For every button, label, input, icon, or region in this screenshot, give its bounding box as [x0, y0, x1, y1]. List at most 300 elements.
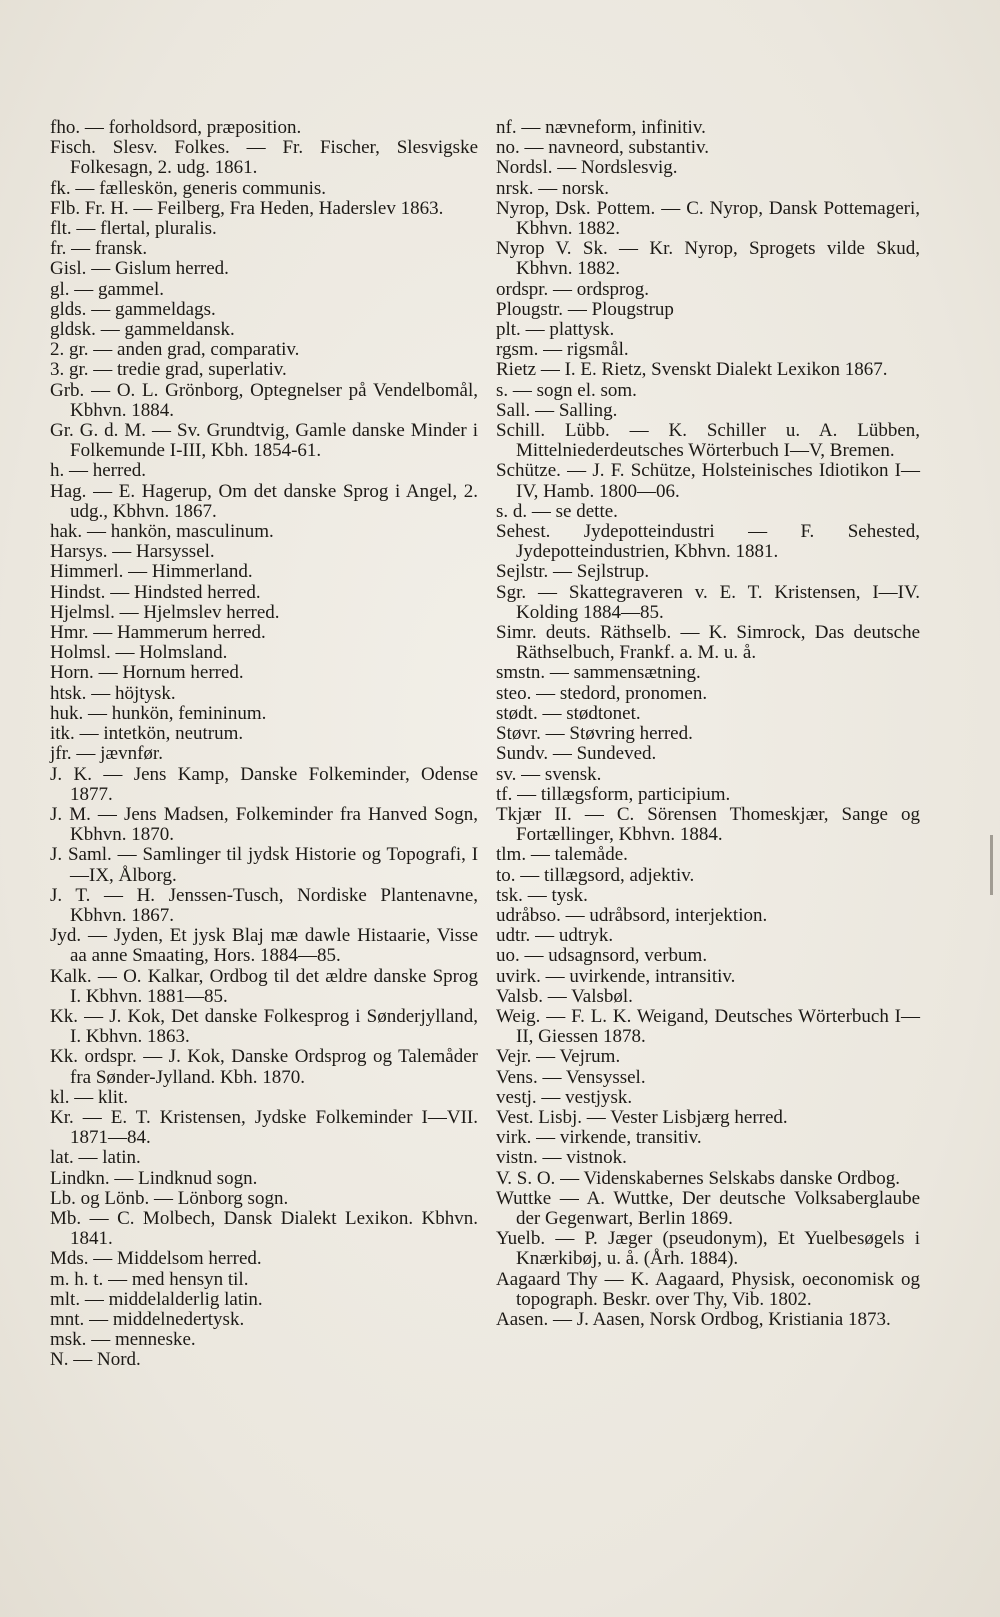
abbreviation-entry [50, 199, 478, 219]
abbreviation-term: uvirk. [496, 965, 541, 987]
abbreviation-meaning: Sv. Grundtvig, Gamle danske Minder i Folkemunde I-III, Kbh. 1854-61. [70, 420, 478, 462]
abbreviation-entry [496, 967, 920, 987]
abbreviation-term: V. S. O. [496, 1167, 556, 1189]
abbreviation-term: htsk. [50, 682, 87, 704]
dash-separator: — [748, 521, 768, 543]
dash-separator: — [97, 803, 117, 825]
abbreviation-meaning: hankön, masculinum. [110, 521, 274, 543]
abbreviation-entry [496, 1169, 920, 1189]
abbreviation-term: nf. [496, 117, 517, 138]
abbreviation-meaning: Jens Kamp, Danske Folkeminder, Odense 1877. [70, 763, 479, 805]
abbreviation-term: s. d. [496, 500, 528, 522]
abbreviation-entry [50, 360, 478, 380]
abbreviation-meaning: Vensyssel. [565, 1066, 646, 1088]
abbreviation-meaning: uvirkende, intransitiv. [569, 965, 736, 987]
abbreviation-meaning: stødtonet. [566, 702, 641, 724]
abbreviation-meaning: udsagnsord, verbum. [548, 945, 708, 967]
abbreviation-term: Simr. deuts. Räthselb. [496, 622, 672, 644]
abbreviation-meaning: svensk. [544, 763, 602, 785]
abbreviation-term: Schill. Lübb. [496, 420, 610, 442]
dash-separator: — [117, 844, 137, 866]
abbreviation-meaning: udråbsord, interjektion. [589, 904, 768, 926]
dash-separator: — [84, 1288, 104, 1310]
dash-separator: — [93, 480, 113, 502]
left-column [50, 118, 478, 1371]
abbreviation-entry [50, 1350, 478, 1370]
abbreviation-term: Sundv. [496, 743, 549, 765]
dash-separator: — [103, 763, 123, 785]
abbreviation-entry [50, 684, 478, 704]
abbreviation-entry [496, 158, 920, 178]
abbreviation-entry [496, 199, 920, 239]
abbreviation-term: vistn. [496, 1147, 538, 1169]
abbreviation-term: mnt. [50, 1308, 85, 1330]
abbreviation-meaning: Vejrum. [559, 1046, 621, 1068]
abbreviation-term: kl. [50, 1086, 70, 1108]
abbreviation-entry [50, 179, 478, 199]
dash-separator: — [540, 359, 560, 381]
dash-separator: — [74, 278, 94, 300]
abbreviation-entry [50, 280, 478, 300]
abbreviation-term: Kalk. [50, 965, 92, 987]
abbreviation-meaning: P. Jæger (pseudonym), Et Yuelbesøgels i Knærkibøj, u. å. (Årh. 1884). [516, 1228, 920, 1270]
abbreviation-term: Nyrop V. Sk. [496, 238, 608, 260]
abbreviation-entry [50, 724, 478, 744]
abbreviation-entry [50, 219, 478, 239]
dash-separator: — [128, 561, 148, 583]
dash-separator: — [89, 1308, 109, 1330]
abbreviation-entry [496, 1088, 920, 1108]
abbreviation-meaning: C. Molbech, Dansk Dialekt Lexikon. Kbhvn. 1841. [70, 1207, 479, 1250]
abbreviation-entry [50, 1330, 478, 1350]
dash-separator: — [604, 1268, 624, 1290]
abbreviation-term: mlt. [50, 1288, 81, 1310]
abbreviation-entry [496, 805, 920, 845]
abbreviation-term: Lindkn. [50, 1167, 110, 1189]
dash-separator: — [549, 662, 569, 684]
abbreviation-term: J. M. [50, 803, 91, 825]
abbreviation-term: fr. [50, 238, 67, 260]
abbreviation-term: 2. gr. [50, 339, 89, 361]
abbreviation-meaning: tillægsord, adjektiv. [544, 864, 695, 886]
abbreviation-entry [496, 684, 920, 704]
abbreviation-term: J. Saml. [50, 844, 112, 866]
dash-separator: — [541, 1086, 561, 1108]
abbreviation-term: tsk. [496, 884, 523, 906]
abbreviation-entry [50, 1249, 478, 1269]
abbreviation-meaning: Nord. [96, 1349, 141, 1371]
abbreviation-meaning: Hjelmslev herred. [143, 601, 280, 623]
dash-separator: — [567, 460, 587, 482]
abbreviation-entry [50, 805, 478, 845]
dash-separator: — [78, 1147, 98, 1169]
dash-separator: — [91, 379, 111, 401]
abbreviation-meaning: menneske. [114, 1329, 196, 1351]
abbreviation-term: Sehest. Jydepotteindustri [496, 521, 715, 543]
abbreviation-term: 3. gr. [50, 359, 89, 381]
abbreviation-term: Plougstr. [496, 298, 564, 320]
abbreviation-meaning: J. Kok, Det danske Folkesprog i Sønderjylland, I. Kbhvn. 1863. [70, 1005, 479, 1048]
abbreviation-term: Mb. [50, 1207, 82, 1229]
abbreviation-entry [50, 663, 478, 683]
abbreviation-term: udråbso. [496, 904, 561, 926]
dash-separator: — [97, 965, 117, 987]
dash-separator: — [93, 339, 113, 361]
dash-separator: — [93, 622, 113, 644]
abbreviation-term: stødt. [496, 702, 538, 724]
abbreviation-term: J. K. [50, 763, 92, 785]
abbreviation-meaning: tredie grad, superlativ. [117, 359, 287, 381]
abbreviation-meaning: latin. [102, 1147, 141, 1169]
abbreviation-entry [50, 421, 478, 461]
abbreviation-meaning: I. E. Rietz, Svenskt Dialekt Lexikon 1867. [564, 359, 888, 381]
abbreviation-term: Nyrop, Dsk. Pottem. [496, 197, 656, 219]
abbreviation-meaning: Skattegraveren v. E. T. Kristensen, I—IV. Kolding 1884—85. [516, 581, 921, 623]
abbreviation-term: Mds. [50, 1248, 89, 1270]
dash-separator: — [88, 702, 107, 724]
abbreviation-term: Tkjær II. [496, 803, 572, 825]
abbreviation-entry [50, 1047, 478, 1087]
abbreviation-term: ordspr. [496, 278, 549, 300]
abbreviation-term: Vens. [496, 1066, 538, 1088]
abbreviation-entry [50, 300, 478, 320]
abbreviation-term: gldsk. [50, 319, 96, 341]
dash-separator: — [103, 884, 123, 906]
margin-mark [990, 835, 993, 895]
dash-separator: — [143, 1046, 163, 1068]
abbreviation-meaning: gammel. [98, 278, 164, 300]
abbreviation-entry [50, 340, 478, 360]
dash-separator: — [76, 743, 96, 765]
dash-separator: — [555, 1228, 575, 1250]
abbreviation-meaning: Feilberg, Fra Heden, Haderslev 1863. [157, 197, 444, 219]
abbreviation-meaning: sammensætning. [573, 662, 701, 684]
dash-separator: — [100, 319, 120, 341]
abbreviation-entry [496, 987, 920, 1007]
abbreviation-term: jfr. [50, 743, 72, 765]
abbreviation-meaning: K. Simrock, Das deutsche Räthselbuch, Frankf. a. M. u. å. [516, 622, 921, 664]
abbreviation-entry [50, 320, 478, 340]
abbreviation-term: flt. [50, 218, 72, 240]
abbreviation-meaning: J. Aasen, Norsk Ordbog, Kristiania 1873. [576, 1308, 891, 1330]
dash-separator: — [114, 1167, 134, 1189]
abbreviation-term: Hjelmsl. [50, 601, 115, 623]
abbreviation-entry [50, 138, 478, 178]
abbreviation-entry [496, 421, 920, 461]
abbreviation-meaning: intetkön, neutrum. [103, 723, 244, 745]
dash-separator: — [91, 682, 111, 704]
dash-separator: — [152, 420, 172, 442]
abbreviation-entry [50, 1310, 478, 1330]
abbreviation-meaning: Sundeved. [576, 743, 657, 765]
abbreviation-meaning: vistnok. [566, 1147, 627, 1169]
dash-separator: — [552, 743, 572, 765]
abbreviation-term: tlm. [496, 844, 527, 866]
abbreviation-entry [496, 239, 920, 279]
abbreviation-entry [496, 946, 920, 966]
abbreviation-meaning: middelnedertysk. [112, 1308, 245, 1330]
abbreviation-meaning: Salling. [558, 399, 618, 421]
abbreviation-entry [50, 926, 478, 966]
abbreviation-meaning: A. Wuttke, Der deutsche Volksaberglaube der Gegenwart, Berlin 1869. [516, 1187, 921, 1229]
dash-separator: — [115, 642, 135, 664]
abbreviation-entry [50, 1209, 478, 1249]
abbreviation-meaning: Lindknud sogn. [138, 1167, 258, 1189]
dash-separator: — [557, 157, 577, 179]
abbreviation-term: nrsk. [496, 177, 534, 199]
abbreviation-meaning: Nordslesvig. [580, 157, 678, 179]
dash-separator: — [520, 864, 540, 886]
abbreviation-entry [496, 340, 920, 360]
abbreviation-entry [50, 1290, 478, 1310]
abbreviation-entry [496, 744, 920, 764]
abbreviation-meaning: tysk. [551, 884, 588, 906]
abbreviation-meaning: Samlinger til jydsk Historie og Topografi, I—IX, Ålborg. [70, 844, 479, 886]
abbreviation-meaning: jævnfør. [100, 743, 163, 765]
dash-separator: — [112, 541, 132, 563]
abbreviation-meaning: talemåde. [554, 844, 628, 866]
abbreviation-term: Kk. [50, 1005, 78, 1027]
dash-separator: — [545, 723, 565, 745]
abbreviation-meaning: virkende, transitiv. [559, 1127, 702, 1149]
dash-separator: — [524, 137, 544, 159]
dash-separator: — [619, 238, 639, 260]
dash-separator: — [98, 662, 118, 684]
abbreviation-meaning: J. F. Schütze, Holsteinisches Idiotikon I—IV, Hamb. 1800—06. [516, 460, 921, 502]
dash-separator: — [535, 925, 555, 947]
dash-separator: — [542, 1066, 562, 1088]
dash-separator: — [553, 278, 572, 300]
abbreviation-meaning: udtryk. [558, 925, 614, 947]
abbreviation-meaning: gammeldags. [114, 298, 216, 320]
abbreviation-meaning: navneord, substantiv. [548, 137, 710, 159]
abbreviation-meaning: fransk. [94, 238, 148, 260]
abbreviation-entry [496, 724, 920, 744]
dash-separator: — [584, 803, 604, 825]
dash-separator: — [74, 1086, 94, 1108]
dash-separator: — [525, 319, 545, 341]
abbreviation-entry [496, 785, 920, 805]
dash-separator: — [538, 581, 558, 603]
abbreviation-entry [496, 320, 920, 340]
abbreviation-meaning: stedord, pronomen. [559, 682, 708, 704]
dash-separator: — [535, 399, 555, 421]
abbreviation-entry [50, 704, 478, 724]
abbreviation-term: Jyd. [50, 925, 82, 947]
abbreviation-entry [496, 926, 920, 946]
abbreviation-term: Harsys. [50, 541, 108, 563]
abbreviation-term: Sall. [496, 399, 531, 421]
abbreviation-entry [50, 1007, 478, 1047]
abbreviation-term: h. [50, 460, 65, 482]
dash-separator: — [91, 258, 111, 280]
abbreviation-meaning: Sejlstrup. [576, 561, 650, 583]
abbreviation-term: no. [496, 137, 520, 159]
dash-separator: — [75, 177, 95, 199]
abbreviation-meaning: Valsbøl. [571, 985, 633, 1007]
abbreviation-term: fk. [50, 177, 71, 199]
dash-separator: — [536, 1046, 556, 1068]
dash-separator: — [73, 1349, 93, 1371]
abbreviation-term: udtr. [496, 925, 531, 947]
abbreviation-term: Nordsl. [496, 157, 553, 179]
dash-separator: — [69, 460, 88, 482]
dash-separator: — [521, 117, 541, 138]
dash-separator: — [82, 1106, 102, 1128]
dash-separator: — [246, 137, 266, 159]
abbreviation-term: Grb. [50, 379, 85, 401]
abbreviation-term: hak. [50, 521, 83, 543]
dash-separator: — [527, 884, 547, 906]
abbreviation-entry [50, 482, 478, 522]
dash-separator: — [586, 1106, 606, 1128]
abbreviation-term: rgsm. [496, 339, 539, 361]
abbreviation-meaning: Harsyssel. [136, 541, 215, 563]
abbreviation-entry [50, 845, 478, 885]
abbreviation-entry [496, 704, 920, 724]
abbreviation-entry [496, 765, 920, 785]
dash-separator: — [84, 1005, 104, 1027]
abbreviation-term: Holmsl. [50, 642, 111, 664]
abbreviation-entry [50, 522, 478, 542]
dash-separator: — [86, 521, 106, 543]
abbreviation-entry [50, 623, 478, 643]
abbreviation-entry [50, 542, 478, 562]
abbreviation-entry [496, 886, 920, 906]
dash-separator: — [110, 581, 130, 603]
abbreviation-entry [496, 138, 920, 158]
dash-separator: — [530, 844, 550, 866]
abbreviation-term: m. h. t. [50, 1268, 104, 1290]
abbreviation-entry [50, 765, 478, 805]
abbreviation-entry [496, 401, 920, 421]
abbreviation-entry [496, 583, 920, 623]
abbreviation-meaning: ordsprog. [576, 278, 650, 300]
abbreviation-entry [496, 1310, 920, 1330]
abbreviation-meaning: Holmsland. [139, 642, 228, 664]
abbreviation-entry [496, 1148, 920, 1168]
abbreviation-meaning: höjtysk. [114, 682, 176, 704]
right-column [496, 118, 920, 1330]
dash-separator: — [629, 420, 649, 442]
abbreviation-term: Aasen. [496, 1308, 549, 1330]
dash-separator: — [552, 1308, 572, 1330]
abbreviation-meaning: fælleskön, generis communis. [99, 177, 326, 199]
abbreviation-entry [50, 562, 478, 582]
abbreviation-entry [50, 1148, 478, 1168]
dash-separator: — [536, 682, 556, 704]
abbreviation-entry [496, 1007, 920, 1047]
abbreviation-entry [496, 866, 920, 886]
abbreviation-term: fho. [50, 117, 81, 138]
abbreviation-term: Gr. G. d. M. [50, 420, 147, 442]
abbreviation-entry [50, 643, 478, 663]
abbreviation-meaning: sogn el. som. [536, 379, 637, 401]
abbreviation-meaning: Gislum herred. [114, 258, 229, 280]
dash-separator: — [521, 763, 541, 785]
abbreviation-term: Himmerl. [50, 561, 124, 583]
abbreviation-meaning: hunkön, femininum. [111, 702, 267, 724]
abbreviation-meaning: vestjysk. [565, 1086, 633, 1108]
dash-separator: — [661, 197, 681, 219]
abbreviation-entry [50, 1189, 478, 1209]
dash-separator: — [560, 1167, 580, 1189]
abbreviation-term: Gisl. [50, 258, 87, 280]
abbreviation-entry [496, 1108, 920, 1128]
dash-separator: — [84, 117, 104, 138]
abbreviation-entry [50, 239, 478, 259]
abbreviation-entry [496, 1047, 920, 1067]
abbreviation-term: virk. [496, 1127, 532, 1149]
abbreviation-meaning: forholdsord, præposition. [108, 117, 302, 138]
abbreviation-term: Kk. ordspr. [50, 1046, 137, 1068]
dash-separator: — [524, 945, 544, 967]
abbreviation-term: J. T. [50, 884, 91, 906]
abbreviation-entry [496, 300, 920, 320]
abbreviation-term: Wuttke [496, 1187, 552, 1209]
abbreviation-entry [496, 280, 920, 300]
dash-separator: — [536, 1127, 556, 1149]
abbreviation-term: Støvr. [496, 723, 541, 745]
dash-separator: — [545, 965, 565, 987]
abbreviation-meaning: Videnskabernes Selskabs danske Ordbog. [583, 1167, 900, 1189]
abbreviation-meaning: Jyden, Et jysk Blaj mæ dawle Histaarie, Visse aa anne Smaating, Hors. 1884—85. [70, 925, 479, 967]
abbreviation-term: uo. [496, 945, 520, 967]
abbreviation-meaning: klit. [98, 1086, 129, 1108]
abbreviation-entry [496, 1128, 920, 1148]
abbreviation-term: Yuelb. [496, 1228, 546, 1250]
dash-separator: — [93, 359, 113, 381]
dash-separator: — [89, 1207, 109, 1229]
abbreviation-entry [496, 562, 920, 582]
abbreviation-entry [50, 1169, 478, 1189]
abbreviation-term: Vest. Lisbj. [496, 1106, 583, 1128]
abbreviation-meaning: K. Aagaard, Physisk, oeconomisk og topograph. Beskr. over Thy, Vib. 1802. [516, 1268, 921, 1310]
abbreviation-meaning: middelalderlig latin. [108, 1288, 263, 1310]
abbreviation-term: Kr. [50, 1106, 74, 1128]
abbreviation-term: Lb. og Lönb. [50, 1187, 150, 1209]
dash-separator: — [517, 783, 537, 805]
dash-separator: — [108, 1268, 128, 1290]
abbreviation-entry [496, 179, 920, 199]
abbreviation-term: smstn. [496, 662, 546, 684]
abbreviation-meaning: herred. [92, 460, 147, 482]
abbreviation-term: Fisch. Slesv. Folkes. [50, 137, 230, 159]
dash-separator: — [71, 238, 91, 260]
dash-separator: — [680, 622, 700, 644]
abbreviation-meaning: K. Schiller u. A. Lübben, Mittelniederdeutsches Wörterbuch I—V, Bremen. [516, 420, 920, 462]
abbreviation-entry [496, 845, 920, 865]
abbreviation-term: Schütze. [496, 460, 561, 482]
abbreviation-meaning: Plougstrup [591, 298, 674, 320]
dash-separator: — [547, 985, 567, 1007]
abbreviation-meaning: E. T. Kristensen, Jydske Folkeminder I—VII. 1871—84. [70, 1106, 478, 1149]
abbreviation-term: Hindst. [50, 581, 106, 603]
abbreviation-meaning: E. Hagerup, Om det danske Sprog i Angel, 2. udg., Kbhvn. 1867. [70, 480, 478, 522]
abbreviation-meaning: Kr. Nyrop, Sprogets vilde Skud, Kbhvn. 1882. [516, 238, 921, 280]
abbreviation-entry [50, 886, 478, 926]
abbreviation-entry [50, 1088, 478, 1108]
abbreviation-entry [496, 118, 920, 138]
abbreviation-entry [50, 381, 478, 421]
abbreviation-term: Rietz [496, 359, 537, 381]
abbreviation-meaning: F. Sehested, Jydepotteindustrien, Kbhvn. 1881. [516, 521, 921, 563]
dash-separator: — [93, 1248, 113, 1270]
abbreviation-term: Vejr. [496, 1046, 532, 1068]
abbreviation-entry [50, 583, 478, 603]
abbreviation-entry [50, 1108, 478, 1148]
abbreviation-meaning: plattysk. [549, 319, 615, 341]
